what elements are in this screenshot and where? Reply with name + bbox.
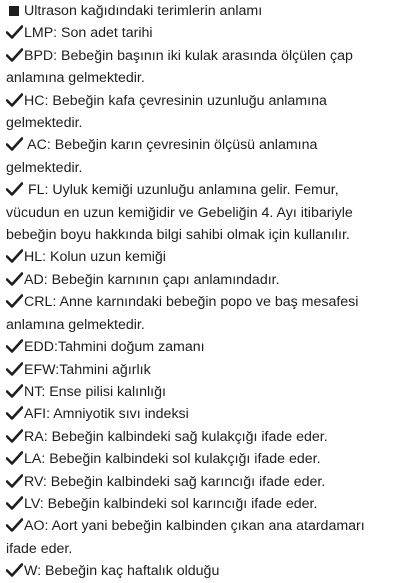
- term-text: RV: Bebeğin kalbindeki sağ karıncığı ifade eder.: [24, 473, 326, 490]
- term-line-continuation: [6, 157, 396, 179]
- checkmark-icon: [6, 336, 24, 353]
- term-text: AC: Bebeğin karın çevresinin ölçüsü anlamına: [24, 137, 318, 154]
- term-text: LA: Bebeğin kalbindeki sol kulakçığı ifade eder.: [24, 451, 321, 468]
- term-text: BPD: Bebeğin başının iki kulak arasında ölçülen çap: [24, 47, 353, 64]
- term-line-continuation: [6, 112, 396, 134]
- term-line-continuation: [6, 314, 396, 336]
- term-line: [6, 45, 396, 67]
- term-text: CRL: Anne karnındaki bebeğin popo ve baş mesafesi: [24, 294, 359, 311]
- term-line: [6, 90, 396, 112]
- term-text: FL: Uyluk kemiği uzunluğu anlamına gelir. Femur,: [24, 182, 339, 199]
- term-line-continuation: [6, 538, 396, 560]
- checkmark-icon: [6, 493, 24, 510]
- checkmark-icon: [6, 134, 24, 151]
- term-text: NT: Ense pilisi kalınlığı: [24, 383, 166, 400]
- checkmark-icon: [6, 515, 24, 532]
- term-line: [6, 403, 396, 425]
- heading-line: [6, 0, 396, 22]
- term-text: LMP: Son adet tarihi: [24, 25, 153, 42]
- term-line: [6, 359, 396, 381]
- term-line: [6, 134, 396, 156]
- term-line-continuation: [6, 67, 396, 89]
- term-line: [6, 336, 396, 358]
- term-line: [6, 291, 396, 313]
- term-line: [6, 381, 396, 403]
- checkmark-icon: [6, 246, 24, 263]
- term-text: AFI: Amniyotik sıvı indeksi: [24, 406, 189, 423]
- term-text: ifade eder.: [6, 540, 73, 557]
- checkmark-icon: [6, 448, 24, 465]
- term-line: [6, 493, 396, 515]
- document-body: [6, 0, 396, 583]
- checkmark-icon: [6, 381, 24, 398]
- term-text: HL: Kolun uzun kemiği: [24, 249, 166, 266]
- checkmark-icon: [6, 179, 24, 196]
- checkmark-icon: [6, 90, 24, 107]
- term-line: [6, 560, 396, 582]
- term-line: [6, 22, 396, 44]
- checkmark-icon: [6, 291, 24, 308]
- term-text: gelmektedir.: [6, 115, 83, 132]
- term-text: anlamına gelmektedir.: [6, 70, 145, 87]
- term-text: gelmektedir.: [6, 159, 83, 176]
- term-text: W: Bebeğin kaç haftalık olduğu: [24, 563, 220, 580]
- term-text: bebeğin boyu hakkında bilgi sahibi olmak için kullanılır.: [6, 227, 350, 244]
- term-text: anlamına gelmektedir.: [6, 316, 145, 333]
- checkmark-icon: [6, 471, 24, 488]
- term-text: AD: Bebeğin karnının çapı anlamındadır.: [24, 271, 280, 288]
- term-list: [6, 22, 396, 582]
- checkmark-icon: [6, 403, 24, 420]
- term-text: RA: Bebeğin kalbindeki sağ kulakçığı ifade eder.: [24, 428, 328, 445]
- term-line: [6, 448, 396, 470]
- checkmark-icon: [6, 269, 24, 286]
- term-text: LV: Bebeğin kalbindeki sol karıncığı ifade eder.: [24, 495, 318, 512]
- term-text: vücudun en uzun kemiğidir ve Gebeliğin 4. Ayı itibariyle: [6, 204, 353, 221]
- checkmark-icon: [6, 22, 24, 39]
- term-line: [6, 269, 396, 291]
- term-line: [6, 471, 396, 493]
- term-line: [6, 426, 396, 448]
- document-heading: Ultrason kağıdındaki terimlerin anlamı: [24, 3, 263, 19]
- checkmark-icon: [6, 560, 24, 577]
- term-text: EFW:Tahmini ağırlık: [24, 361, 151, 378]
- term-text: HC: Bebeğin kafa çevresinin uzunluğu anlamına: [24, 92, 327, 109]
- term-line-continuation: [6, 202, 396, 224]
- checkmark-icon: [6, 359, 24, 376]
- term-line-continuation: [6, 224, 396, 246]
- term-line: [6, 246, 396, 268]
- term-text: AO: Aort yani bebeğin kalbinden çıkan ana atardamarı: [24, 518, 365, 535]
- term-text: EDD:Tahmini doğum zamanı: [24, 339, 205, 356]
- checkmark-icon: [6, 45, 24, 62]
- term-line: [6, 179, 396, 201]
- checkmark-icon: [6, 426, 24, 443]
- black-square-icon: [9, 6, 19, 16]
- term-line: [6, 515, 396, 537]
